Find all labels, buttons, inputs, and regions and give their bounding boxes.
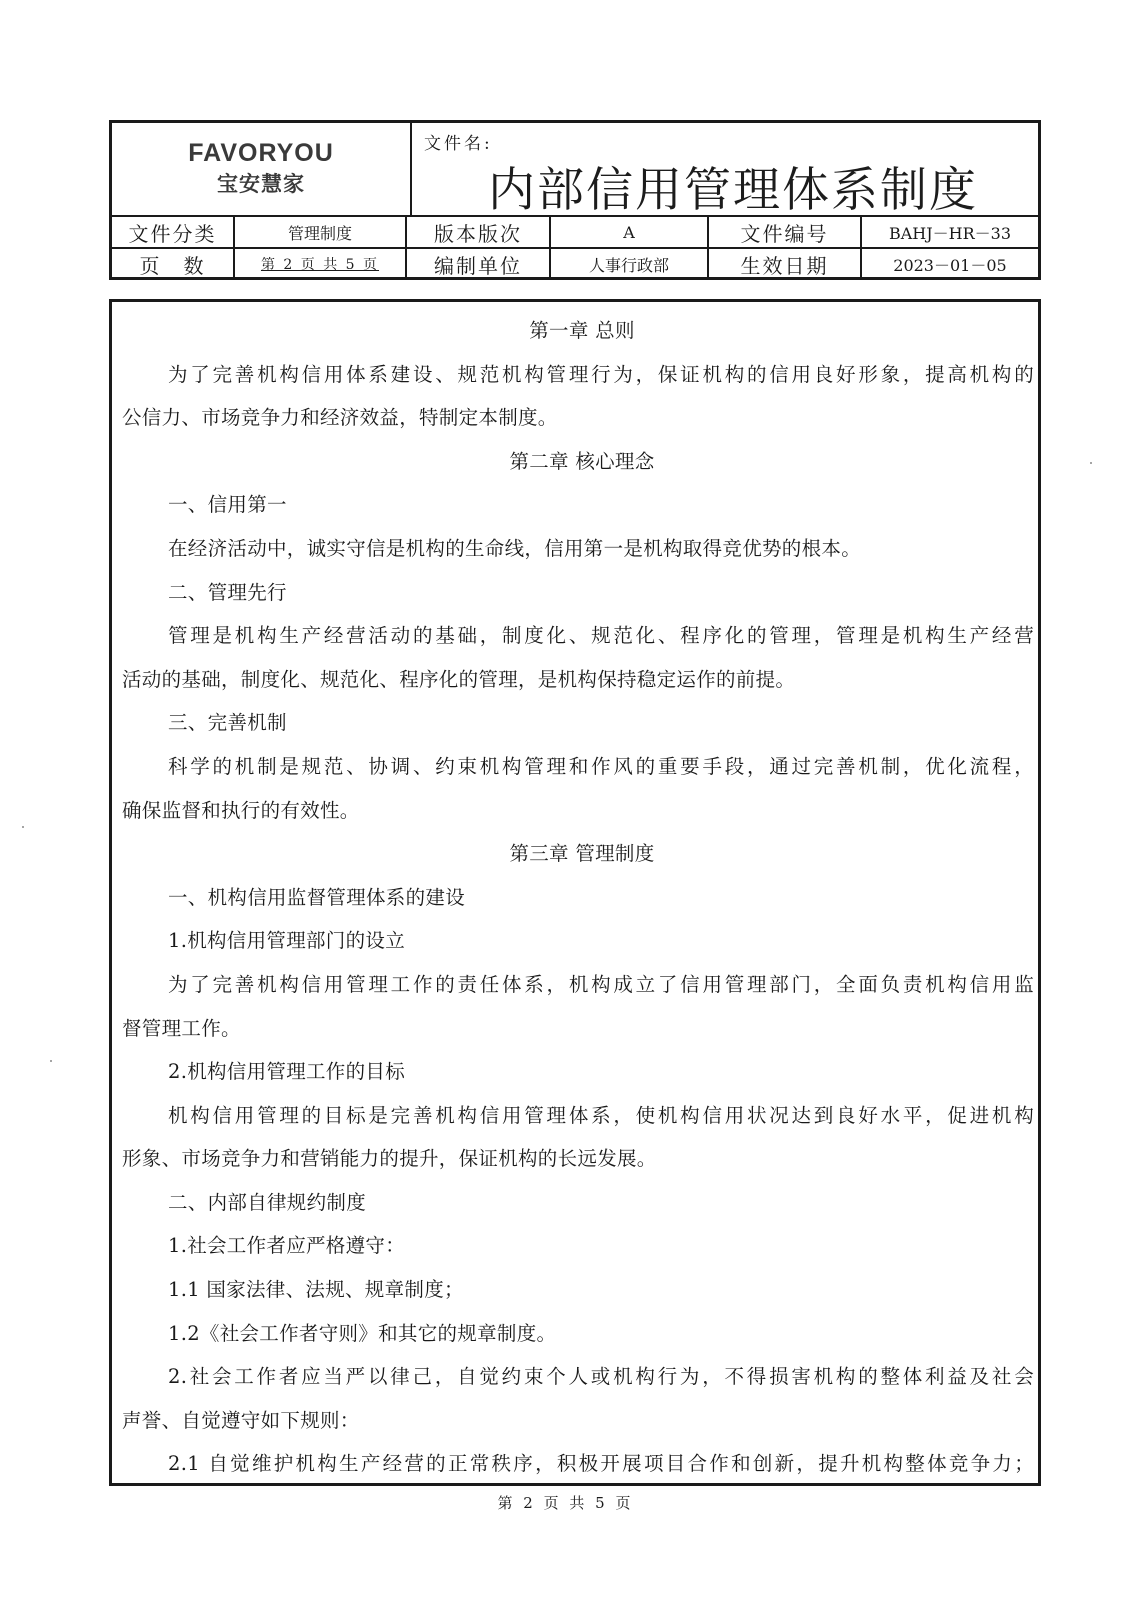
- pages-label: 页 数: [112, 248, 234, 279]
- list-item: 1.社会工作者应严格遵守：: [168, 1234, 406, 1258]
- company-logo: [112, 123, 412, 215]
- logo-chinese-text: 宝安慧家: [217, 172, 305, 196]
- scan-speck: [1090, 462, 1092, 464]
- list-item: 2.社会工作者应当严以律己，自觉约束个人或机构行为，不得损害机构的整体利益及社会: [168, 1365, 1034, 1389]
- category-value: 管理制度: [234, 216, 406, 248]
- paragraph-line: 为了完善机构信用管理工作的责任体系，机构成立了信用管理部门，全面负责机构信用监: [168, 972, 1034, 996]
- version-value: A: [550, 216, 708, 248]
- file-name-label: 文件名:: [424, 134, 493, 154]
- unit-value: 人事行政部: [550, 248, 708, 279]
- paragraph-line: 督管理工作。: [122, 1016, 241, 1040]
- paragraph-line: 在经济活动中，诚实守信是机构的生命线，信用第一是机构取得竞优势的根本。: [168, 536, 862, 560]
- category-label: 文件分类: [112, 216, 234, 248]
- scan-speck: [22, 826, 24, 828]
- paragraph-line: 公信力、市场竞争力和经济效益，特制定本制度。: [122, 406, 558, 430]
- scan-speck: [50, 1060, 52, 1062]
- doc-no-label: 文件编号: [708, 216, 861, 248]
- meta-row: [112, 216, 1038, 248]
- paragraph-line: 活动的基础，制度化、规范化、程序化的管理，是机构保持稳定运作的前提。: [122, 667, 796, 691]
- section-heading: 三、完善机制: [168, 711, 287, 735]
- effective-label: 生效日期: [708, 248, 861, 279]
- chapter-heading: 第三章 管理制度: [509, 842, 655, 866]
- version-label: 版本版次: [406, 216, 550, 248]
- paragraph-line: 形象、市场竞争力和营销能力的提升，保证机构的长远发展。: [122, 1147, 657, 1171]
- paragraph-line: 声誉、自觉遵守如下规则：: [122, 1408, 360, 1432]
- list-item: 2.1 自觉维护机构生产经营的正常秩序，积极开展项目合作和创新，提升机构整体竞争力；: [168, 1452, 1034, 1476]
- paragraph-line: 为了完善机构信用体系建设、规范机构管理行为，保证机构的信用良好形象，提高机构的: [168, 362, 1034, 386]
- unit-label: 编制单位: [406, 248, 550, 279]
- section-heading: 二、内部自律规约制度: [168, 1190, 367, 1214]
- section-heading: 一、信用第一: [168, 493, 287, 517]
- list-item: 1.1 国家法律、法规、规章制度；: [168, 1278, 464, 1302]
- paragraph-line: 管理是机构生产经营活动的基础，制度化、规范化、程序化的管理，管理是机构生产经营: [168, 624, 1034, 648]
- section-heading: 一、机构信用监督管理体系的建设: [168, 885, 466, 909]
- list-item: 1.2《社会工作者守则》和其它的规章制度。: [168, 1321, 557, 1345]
- paragraph-line: 科学的机制是规范、协调、约束机构管理和作风的重要手段，通过完善机制，优化流程，: [168, 754, 1034, 778]
- meta-row: [112, 248, 1038, 279]
- document-title: 内部信用管理体系制度: [488, 163, 978, 218]
- document-body: [109, 299, 1041, 1486]
- effective-value: 2023－01－05: [861, 248, 1038, 279]
- paragraph-line: 确保监督和执行的有效性。: [122, 798, 360, 822]
- subsection-heading: 1.机构信用管理部门的设立: [168, 929, 406, 953]
- document-meta-table: [112, 215, 1038, 279]
- paragraph-line: 机构信用管理的目标是完善机构信用管理体系，使机构信用状况达到良好水平，促进机构: [168, 1103, 1034, 1127]
- document-header: [109, 120, 1041, 280]
- page-footer: 第 2 页 共 5 页: [497, 1494, 634, 1512]
- title-cell: [412, 123, 1038, 218]
- doc-no-value: BAHJ－HR－33: [861, 216, 1038, 248]
- pages-value: 第 2 页 共 5 页: [234, 248, 406, 279]
- subsection-heading: 2.机构信用管理工作的目标: [168, 1060, 406, 1084]
- section-heading: 二、管理先行: [168, 580, 287, 604]
- body-content: [122, 309, 1034, 1486]
- chapter-heading: 第二章 核心理念: [509, 449, 655, 473]
- logo-english-text: FAVORYOU: [188, 139, 334, 167]
- chapter-heading: 第一章 总则: [529, 319, 635, 342]
